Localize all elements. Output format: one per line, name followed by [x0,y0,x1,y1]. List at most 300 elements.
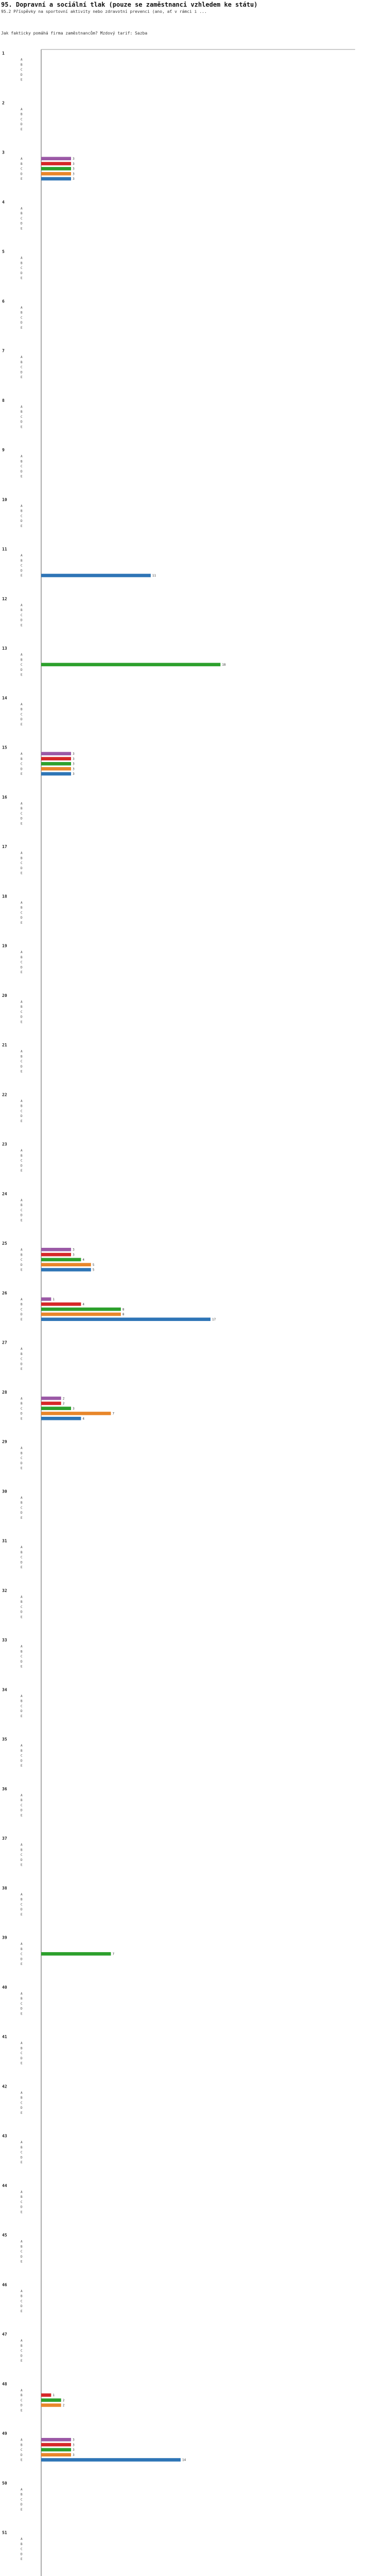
series-tick-label: A [21,2190,23,2194]
group-label: 50 [2,2481,7,2486]
bar [41,2458,181,2462]
series-tick-label: A [21,901,23,905]
series-tick-label: C [21,1456,23,1461]
series-tick-label: B [21,707,23,711]
series-tick-label: E [21,772,23,776]
series-tick-label: D [21,1263,23,1267]
series-tick-label: B [21,162,23,166]
series-tick-label: C [21,1605,23,1609]
series-tick-label: D [21,420,23,424]
bar [41,1313,121,1316]
group-label: 6 [2,299,5,304]
series-tick-label: B [21,1253,23,1257]
series-tick-label: D [21,1313,23,1317]
group-label: 22 [2,1092,7,1097]
group-label: 28 [2,1389,7,1395]
series-tick-label: D [21,2354,23,2358]
series-tick-label: A [21,554,23,557]
series-tick-label: E [21,1665,23,1669]
series-tick-label: E [21,1912,23,1917]
group-label: 23 [2,1142,7,1147]
series-tick-label: B [21,2394,23,2398]
series-tick-label: B [21,1650,23,1654]
series-tick-label: E [21,326,23,330]
series-tick-label: C [21,564,23,568]
series-tick-label: A [21,207,23,211]
series-tick-label: D [21,271,23,275]
series-tick-label: A [21,2537,23,2541]
bar-value-label: 3 [73,167,75,171]
series-tick-label: C [21,1853,23,1857]
bar-value-label: 17 [212,1317,216,1321]
series-tick-label: C [21,1109,23,1113]
series-tick-label: D [21,1957,23,1961]
series-tick-label: A [21,2438,23,2442]
bar-value-label: 2 [62,1402,65,1406]
group-label: 43 [2,2133,7,2139]
bar [41,762,71,766]
series-tick-label: D [21,1610,23,1614]
series-tick-label: D [21,2106,23,2110]
group-label: 47 [2,2332,7,2337]
bar [41,2398,61,2402]
bar-value-label: 1 [52,2394,55,2398]
series-tick-label: E [21,623,23,628]
series-tick-label: D [21,321,23,325]
series-tick-label: E [21,921,23,925]
series-tick-label: D [21,1213,23,1217]
series-tick-label: D [21,668,23,672]
series-tick-label: E [21,2210,23,2214]
series-tick-label: A [21,1942,23,1946]
bar-value-label: 14 [182,2458,186,2462]
series-tick-label: C [21,2547,23,2551]
series-tick-label: A [21,2487,23,2492]
series-tick-label: C [21,266,23,270]
bar [41,1297,51,1301]
series-tick-label: C [21,1704,23,1708]
series-tick-label: A [21,702,23,706]
series-tick-label: B [21,2493,23,2497]
series-tick-label: E [21,2458,23,2462]
series-tick-label: C [21,2052,23,2056]
bar-value-label: 3 [73,172,75,176]
group-label: 31 [2,1538,7,1544]
bar [41,177,71,181]
series-tick-label: E [21,1466,23,1470]
bar-value-label: 8 [122,1308,125,1312]
group-label: 20 [2,993,7,998]
series-tick-label: C [21,2498,23,2502]
series-tick-label: C [21,1903,23,1907]
group-label: 37 [2,1836,7,1841]
group-label: 19 [2,943,7,948]
group-label: 39 [2,1935,7,1940]
series-tick-label: A [21,2388,23,2393]
series-tick-label: D [21,519,23,523]
series-tick-label: C [21,1308,23,1312]
series-tick-label: D [21,2552,23,2556]
series-tick-label: A [21,1645,23,1649]
series-tick-label: E [21,673,23,677]
series-tick-label: B [21,1749,23,1753]
series-tick-label: A [21,1099,23,1103]
bar-value-label: 5 [92,1263,95,1267]
group-label: 42 [2,2084,7,2089]
bar [41,162,71,165]
bar [41,167,71,171]
series-tick-label: E [21,1615,23,1619]
series-tick-label: D [21,2205,23,2209]
group-label: 48 [2,2381,7,2386]
series-tick-label: B [21,509,23,513]
series-tick-label: C [21,2299,23,2303]
bar [41,2453,71,2456]
series-tick-label: C [21,1258,23,1262]
series-tick-label: B [21,1997,23,2001]
bar [41,1302,81,1306]
series-tick-label: D [21,2503,23,2507]
series-tick-label: A [21,157,23,161]
series-tick-label: A [21,2339,23,2343]
series-tick-label: E [21,722,23,726]
series-tick-label: C [21,811,23,816]
series-tick-label: C [21,713,23,717]
series-tick-label: C [21,2101,23,2105]
series-tick-label: A [21,1297,23,1301]
series-tick-label: E [21,1814,23,1818]
series-tick-label: C [21,167,23,171]
group-label: 29 [2,1439,7,1444]
series-tick-label: A [21,1446,23,1450]
bar-value-label: 3 [73,767,75,771]
series-tick-label: C [21,1506,23,1510]
series-tick-label: E [21,524,23,528]
series-tick-label: A [21,1595,23,1599]
series-tick-label: D [21,370,23,375]
series-tick-label: B [21,1550,23,1554]
series-tick-label: D [21,965,23,970]
series-tick-label: C [21,1406,23,1411]
series-tick-label: A [21,2240,23,2244]
series-tick-label: C [21,1555,23,1560]
series-tick-label: D [21,1461,23,1465]
bar [41,772,71,776]
series-tick-label: D [21,222,23,226]
series-tick-label: D [21,2453,23,2457]
series-tick-label: D [21,1064,23,1069]
series-tick-label: D [21,1858,23,1862]
series-tick-label: E [21,2507,23,2512]
bar [41,663,220,667]
series-tick-label: D [21,2007,23,2011]
bar-value-label: 2 [62,1397,65,1401]
bar-value-label: 3 [73,157,75,161]
series-tick-label: E [21,1317,23,1321]
series-tick-label: D [21,1164,23,1168]
series-tick-label: A [21,1347,23,1351]
series-tick-label: A [21,58,23,62]
series-tick-label: E [21,1863,23,1867]
group-label: 44 [2,2183,7,2188]
series-tick-label: B [21,1451,23,1455]
bar [41,1268,91,1272]
series-tick-label: E [21,822,23,826]
series-tick-label: C [21,216,23,221]
group-label: 14 [2,696,7,701]
bar-value-label: 3 [73,2443,75,2447]
series-tick-label: B [21,2443,23,2447]
series-tick-label: A [21,2041,23,2045]
group-label: 2 [2,100,5,106]
series-tick-label: A [21,1992,23,1996]
bar-value-label: 3 [73,772,75,776]
series-tick-label: E [21,1516,23,1520]
series-tick-label: A [21,454,23,459]
group-label: 17 [2,844,7,849]
series-tick-label: A [21,1892,23,1896]
series-tick-label: E [21,1169,23,1173]
series-tick-label: C [21,2150,23,2155]
bar [41,1417,81,1420]
series-tick-label: C [21,1060,23,1064]
group-label: 15 [2,745,7,750]
series-tick-label: D [21,866,23,870]
series-tick-label: B [21,1947,23,1951]
series-tick-label: A [21,1198,23,1202]
series-tick-label: A [21,504,23,508]
series-tick-label: B [21,1204,23,1208]
bar-value-label: 4 [82,1258,85,1262]
series-tick-label: D [21,123,23,127]
bar [41,757,71,760]
group-label: 40 [2,1985,7,1990]
bar-value-label: 3 [73,752,75,756]
series-tick-label: A [21,1149,23,1153]
series-tick-label: C [21,861,23,866]
series-tick-label: D [21,2156,23,2160]
series-tick-label: D [21,469,23,473]
series-tick-label: A [21,2091,23,2095]
series-tick-label: D [21,2255,23,2259]
series-tick-label: E [21,1962,23,1967]
series-tick-label: D [21,1908,23,1912]
series-tick-label: B [21,658,23,662]
series-tick-label: B [21,360,23,364]
series-tick-label: B [21,807,23,811]
series-tick-label: B [21,261,23,265]
group-label: 5 [2,249,5,254]
series-tick-label: D [21,767,23,771]
group-label: 46 [2,2282,7,2287]
chart-subtitle: 95.2 Příspěvky na sportovní aktivity nebo zdravotní prevenci (ano, ať v rámci i ... [1,9,207,14]
group-label: 7 [2,348,5,353]
series-tick-label: E [21,227,23,231]
group-label: 11 [2,547,7,552]
series-tick-label: C [21,465,23,469]
bar-value-label: 5 [92,1268,95,1272]
group-label: 18 [2,894,7,899]
bar [41,1258,81,1262]
bar [41,2443,71,2447]
group-label: 8 [2,398,5,403]
series-tick-label: C [21,1952,23,1956]
group-label: 9 [2,448,5,452]
series-tick-label: E [21,1417,23,1421]
series-tick-label: D [21,618,23,622]
series-tick-label: E [21,1119,23,1123]
bar-value-label: 4 [82,1302,85,1307]
group-label: 26 [2,1291,7,1296]
series-tick-label: E [21,2409,23,2413]
series-tick-label: E [21,1218,23,1223]
series-tick-label: B [21,1302,23,1307]
series-tick-label: B [21,1055,23,1059]
bar [41,157,71,161]
series-tick-label: B [21,2195,23,2199]
series-tick-label: B [21,1104,23,1108]
series-tick-label: D [21,1511,23,1515]
series-tick-label: B [21,1402,23,1406]
group-label: 36 [2,1786,7,1791]
group-label: 16 [2,794,7,800]
series-tick-label: B [21,955,23,959]
group-label: 10 [2,497,7,502]
series-tick-label: A [21,653,23,657]
series-tick-label: C [21,415,23,419]
series-tick-label: C [21,117,23,122]
series-tick-label: A [21,1546,23,1549]
series-tick-label: C [21,1208,23,1212]
series-tick-label: B [21,2542,23,2546]
series-tick-label: B [21,608,23,613]
series-tick-label: B [21,460,23,464]
bar [41,1263,91,1266]
bar-value-label: 3 [73,1253,75,1257]
series-tick-label: C [21,663,23,667]
bar [41,2448,71,2452]
series-tick-label: B [21,856,23,860]
series-tick-label: E [21,425,23,429]
group-label: 25 [2,1241,7,1246]
series-tick-label: E [21,971,23,975]
series-tick-label: C [21,1357,23,1361]
series-tick-label: C [21,2398,23,2402]
bar-value-label: 7 [112,1412,115,1416]
group-label: 24 [2,1191,7,1196]
bar-value-label: 4 [82,1417,85,1421]
series-tick-label: B [21,1848,23,1852]
bar-value-label: 8 [122,1313,125,1317]
group-label: 21 [2,1043,7,1047]
series-tick-label: B [21,1154,23,1158]
series-tick-label: A [21,1397,23,1401]
group-label: 34 [2,1687,7,1692]
series-tick-label: D [21,2304,23,2309]
series-tick-label: B [21,311,23,315]
series-tick-label: C [21,911,23,915]
series-tick-label: A [21,1496,23,1500]
series-tick-label: A [21,603,23,607]
series-tick-label: D [21,1015,23,1019]
series-tick-label: E [21,127,23,131]
series-tick-label: C [21,613,23,617]
series-tick-label: B [21,2046,23,2050]
bar [41,2438,71,2442]
bar-value-label: 3 [73,1406,75,1411]
series-tick-label: B [21,212,23,216]
group-label: 33 [2,1638,7,1642]
series-tick-label: B [21,2344,23,2348]
series-tick-label: C [21,2349,23,2353]
series-tick-label: C [21,316,23,320]
series-tick-label: C [21,2448,23,2452]
series-tick-label: A [21,2289,23,2293]
bar [41,1253,71,1257]
bar-value-label: 3 [73,2438,75,2442]
series-tick-label: E [21,1268,23,1272]
series-tick-label: D [21,2403,23,2408]
series-tick-label: E [21,1367,23,1371]
group-label: 38 [2,1886,7,1891]
series-tick-label: B [21,410,23,414]
series-tick-label: A [21,306,23,310]
bar [41,752,71,756]
series-tick-label: D [21,718,23,722]
bar [41,2403,61,2407]
series-tick-label: D [21,73,23,77]
series-tick-label: B [21,2096,23,2100]
series-tick-label: D [21,1659,23,1664]
series-tick-label: B [21,1600,23,1604]
series-tick-label: A [21,851,23,855]
series-tick-label: C [21,1803,23,1807]
series-tick-label: D [21,1709,23,1714]
series-tick-label: E [21,1020,23,1024]
series-tick-label: A [21,1049,23,1054]
series-tick-label: B [21,1005,23,1009]
series-tick-label: D [21,916,23,920]
series-tick-label: B [21,1501,23,1505]
series-tick-label: A [21,1248,23,1252]
series-tick-label: C [21,2250,23,2254]
series-tick-label: C [21,960,23,964]
series-tick-label: E [21,1070,23,1074]
bar [41,1952,111,1956]
series-tick-label: C [21,1655,23,1659]
series-tick-label: A [21,256,23,260]
series-tick-label: A [21,951,23,954]
series-tick-label: A [21,1000,23,1004]
series-tick-label: C [21,1754,23,1758]
series-tick-label: D [21,817,23,821]
bar-value-label: 3 [73,162,75,166]
bar-value-label: 3 [73,2453,75,2457]
bar-value-label: 2 [62,2398,65,2402]
series-tick-label: B [21,63,23,67]
bar [41,172,71,176]
series-tick-label: A [21,1694,23,1698]
series-tick-label: A [21,405,23,409]
series-tick-label: D [21,2056,23,2060]
chart-title: 95. Dopravní a sociální tlak (pouze se zaměstnanci vzhledem ke státu) [1,1,258,8]
series-tick-label: A [21,355,23,359]
series-tick-label: D [21,569,23,573]
series-tick-label: B [21,558,23,563]
group-label: 3 [2,150,5,155]
series-tick-label: B [21,906,23,910]
series-tick-label: C [21,762,23,766]
